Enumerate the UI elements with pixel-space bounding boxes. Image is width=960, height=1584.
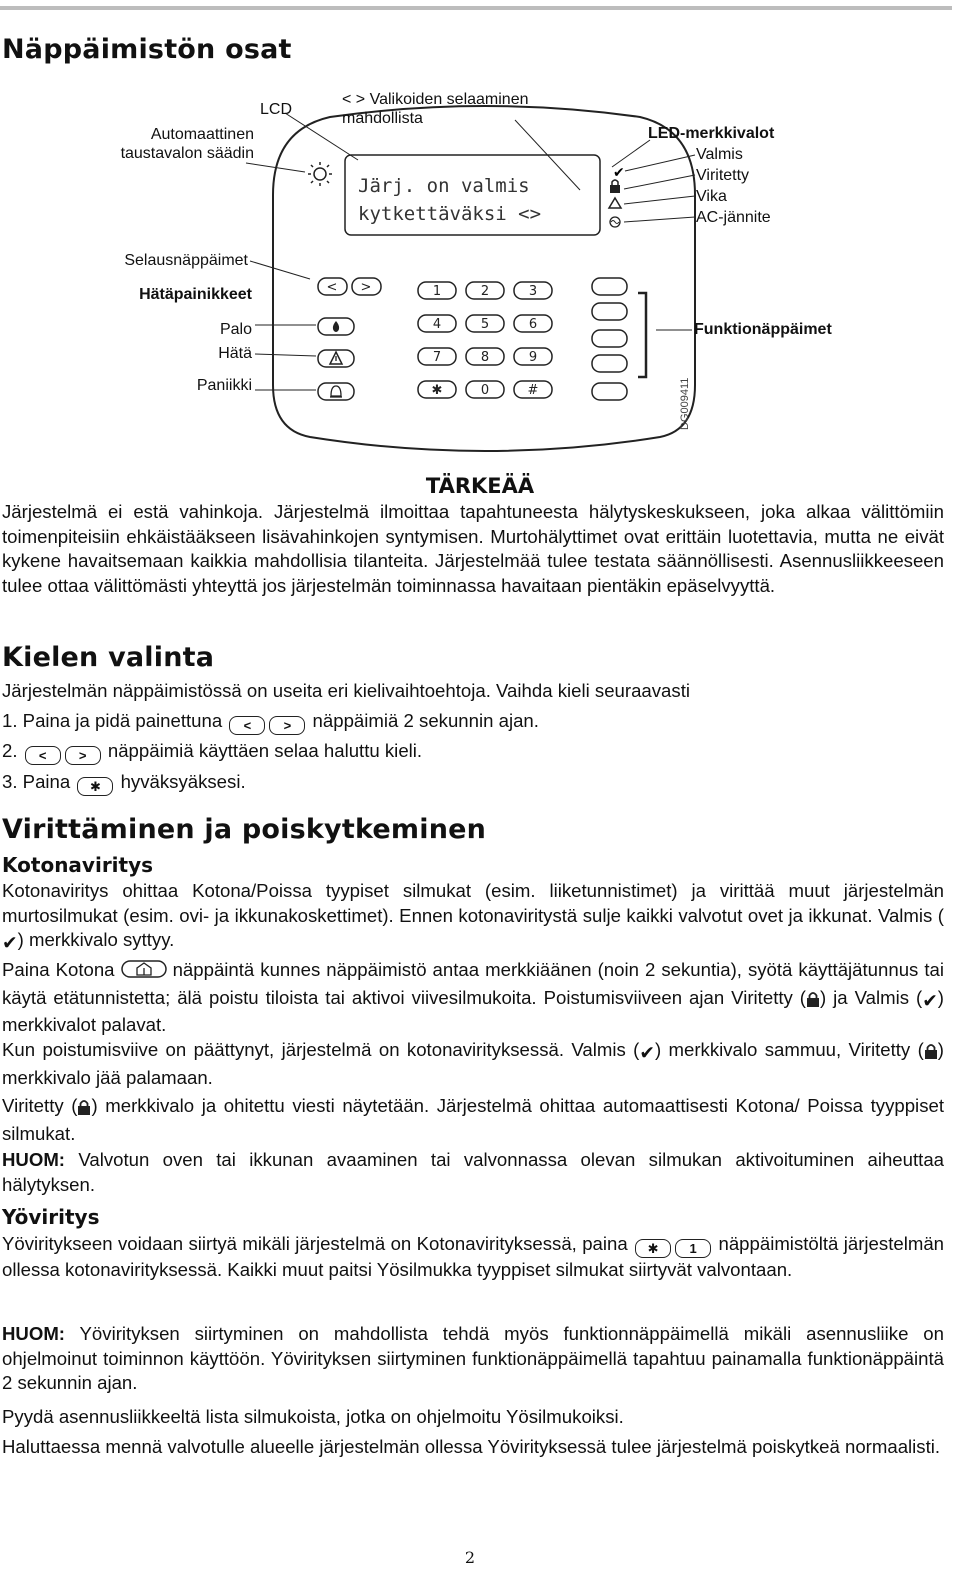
note-label: HUOM: xyxy=(2,1149,65,1170)
stay-p2-text: Paina Kotona xyxy=(2,959,115,980)
label-aux: Hätä xyxy=(218,345,252,362)
step-1-text-end: näppäimiä 2 sekunnin ajan. xyxy=(312,710,539,731)
function-key-5 xyxy=(592,383,627,400)
label-panic: Paniikki xyxy=(196,377,252,394)
label-function-keys: Funktionäppäimet xyxy=(694,321,832,338)
stay-p3-text: Kun poistumisviive on päättynyt, järjestelmä on kotonavirityksessä. Valmis ( xyxy=(2,1039,640,1060)
label-led-armed: Viritetty xyxy=(696,167,750,184)
warning-led-icon xyxy=(609,198,621,208)
stay-p1-text-end: ) merkkivalo syttyy. xyxy=(17,929,175,950)
scroll-right-key: > xyxy=(65,746,101,765)
section-title-keypad-parts: Näppäimistön osat xyxy=(2,34,292,65)
night-p1-text: Yöviritykseen voidaan siirtyä mikäli järjestelmä on Kotonavirityksessä, paina xyxy=(2,1233,628,1254)
scroll-left-key: < xyxy=(25,746,61,765)
label-led-trouble: Vika xyxy=(696,188,727,205)
sun-icon xyxy=(308,162,332,186)
important-title: TÄRKEÄÄ xyxy=(425,474,535,498)
stay-paragraph-1 xyxy=(2,879,944,956)
key-3-label: 3 xyxy=(528,284,538,299)
key-5-label: 5 xyxy=(480,317,490,332)
stay-home-key-icon xyxy=(121,959,167,986)
stay-p2-text-end: ) merkkivalot palavat. xyxy=(2,986,944,1035)
section-title-arming: Virittäminen ja poiskytkeminen xyxy=(2,814,487,845)
key-6-label: 6 xyxy=(528,317,538,332)
function-key-2 xyxy=(592,303,627,320)
scroll-left-key: < xyxy=(229,716,265,735)
stay-paragraph-3 xyxy=(2,1038,944,1090)
lcd-line-2: kytkettäväksi <> xyxy=(358,203,542,225)
function-key-4 xyxy=(592,355,627,372)
subsection-title-night: Yöviritys xyxy=(2,1205,100,1229)
function-key-3 xyxy=(592,330,627,347)
important-text: Järjestelmä ei estä vahinkoja. Järjestelmä ilmoittaa tapahtuneesta hälytyskeskukseen, joka alkaa välittömiin toimenpiteisiin ehkäistääkseen lisävahinkojen syntymisen. Murtohälyttimet ovat erittäin luotettavia, mutta ne eivät kykene havaitsemaan kaikkia mahdollisia tilanteita. Järjestelmää tulee testata säännöllisesti. Asennusliikkeeseen tulee ottaa välittömästi yhteyttä jos järjestelmän toiminnassa havaitaan pientäkin epäselvyyttä. xyxy=(2,501,944,596)
scroll-right-key-label: > xyxy=(360,280,372,295)
stay-paragraph-4 xyxy=(2,1094,944,1146)
key-1-label: 1 xyxy=(432,284,442,299)
lock-icon xyxy=(924,1041,938,1066)
night-note xyxy=(2,1322,944,1396)
label-fire: Palo xyxy=(219,321,252,338)
lcd-line-1: Järj. on valmis xyxy=(358,175,530,197)
night-paragraph-4: Haluttaessa mennä valvotulle alueelle järjestelmän ollessa Yövirityksessä tulee järjestelmä poiskytkeä normaalisti. xyxy=(2,1436,941,1457)
check-led-icon: ✔ xyxy=(613,165,625,181)
flame-icon xyxy=(333,321,339,332)
key-hash-label: # xyxy=(527,383,539,398)
language-intro: Järjestelmän näppäimistössä on useita eri kielivaihtoehtoja. Vaihda kieli seuraavasti xyxy=(2,680,690,701)
step-1-text-start: 1. Paina ja pidä painettuna xyxy=(2,710,223,731)
star-key: ✱ xyxy=(77,777,113,796)
lock-icon xyxy=(806,989,820,1014)
top-rule xyxy=(0,6,952,10)
function-key-1 xyxy=(592,278,627,295)
label-led-ac: AC-jännite xyxy=(696,209,771,226)
label-led-title: LED-merkkivalot xyxy=(648,125,775,142)
night-p1-text-end: näppäimistöltä järjestelmän ollessa kotonavirityksessä. Kaikki muut paitsi Yösilmukka tyyppiset silmukat siirtyvät valvontaan. xyxy=(2,1233,945,1280)
step-3-text-end: hyväksyäksesi. xyxy=(120,771,246,792)
stay-p4-text: Viritetty ( xyxy=(2,1095,78,1116)
scroll-left-key-label: < xyxy=(326,280,338,295)
key-7-label: 7 xyxy=(432,350,442,365)
key-2-label: 2 xyxy=(480,284,490,299)
language-step-1 xyxy=(2,709,539,735)
night-paragraph-1 xyxy=(2,1232,944,1283)
stay-p3-text-end: ) merkkivalo jää palamaan. xyxy=(2,1039,944,1088)
alarm-bell-icon xyxy=(330,386,342,397)
language-step-3 xyxy=(2,770,246,796)
key-4-label: 4 xyxy=(432,317,442,332)
scroll-right-key: > xyxy=(269,716,305,735)
label-scroll-keys: Selausnäppäimet xyxy=(124,252,248,269)
lock-led-icon xyxy=(610,180,620,193)
note-text: Valvotun oven tai ikkunan avaaminen tai valvonnassa olevan silmukan aktivoituminen aiheuttaa hälytyksen. xyxy=(2,1149,945,1195)
label-lcd: LCD xyxy=(260,101,293,118)
label-scroll-menu: < > Valikoiden selaaminen mahdollista xyxy=(342,91,529,127)
page-number: 2 xyxy=(464,1548,476,1567)
key-0-label: 0 xyxy=(480,383,490,398)
step-2-text-start: 2. xyxy=(2,740,18,761)
label-backlight: Automaattinen taustavalon säädin xyxy=(120,126,254,162)
stay-p3-text-mid: ) merkkivalo sammuu, Viritetty ( xyxy=(654,1039,924,1060)
key-1: 1 xyxy=(675,1239,711,1258)
ac-led-icon xyxy=(610,217,620,227)
label-led-ready: Valmis xyxy=(696,146,743,163)
stay-p4-text-end: ) merkkivalo ja ohitettu viesti näytetään. Järjestelmä ohittaa automaattisesti Kotona/ Poissa tyyppiset silmukat. xyxy=(2,1095,944,1144)
star-key: ✱ xyxy=(635,1239,671,1258)
step-2-text-end: näppäimiä käyttäen selaa haluttu kieli. xyxy=(107,740,423,761)
function-keys-bracket xyxy=(638,293,646,377)
keypad-diagram xyxy=(0,85,960,465)
lock-icon xyxy=(77,1097,91,1122)
label-emergency-title: Hätäpainikkeet xyxy=(139,286,252,303)
step-3-text-start: 3. Paina xyxy=(2,771,71,792)
stay-p1-text: Kotonaviritys ohittaa Kotona/Poissa tyypiset silmukat (esim. liiketunnistimet) ja virittää muut järjestelmän murtosilmukat (esim. ovi- ja ikkunakoskettimet). Ennen kotonaviritystä sulje kaikki valvotut ovet ja ikkunat. Valmis ( xyxy=(2,880,944,926)
diagram-code: DG009411 xyxy=(679,377,691,430)
check-icon: ✔ xyxy=(639,1042,655,1063)
subsection-title-stay: Kotonaviritys xyxy=(2,853,154,877)
stay-paragraph-2 xyxy=(2,958,944,1038)
stay-p2-text-mid: näppäintä kunnes näppäimistö antaa merkkiäänen (noin 2 sekuntia), syötä käyttäjätunnus tai käytä etätunnistetta; älä poistu tiloista tai aktivoi viivesilmukoita. Poistumisviiveen ajan Viritetty ( xyxy=(2,959,944,1008)
check-icon: ✔ xyxy=(922,989,938,1011)
night-paragraph-3: Pyydä asennusliikkeeltä lista silmukoista, jotka on ohjelmoitu Yösilmukoiksi. xyxy=(2,1406,624,1427)
section-title-language: Kielen valinta xyxy=(2,642,215,673)
key-star-label: ✱ xyxy=(431,383,443,398)
note-label: HUOM: xyxy=(2,1323,65,1344)
key-9-label: 9 xyxy=(528,350,538,365)
language-step-2 xyxy=(2,739,422,765)
stay-note xyxy=(2,1148,944,1197)
key-8-label: 8 xyxy=(480,350,490,365)
check-icon: ✔ xyxy=(2,932,18,953)
note-text: Yövirityksen siirtyminen on mahdollista tehdä myös funktionnäppäimellä mikäli asennusliike on ohjelmoinut toiminnon käyttöön. Yövirityksen siirtyminen funktionäppäimellä tapahtuu painamalla funktionäppäintä 2 sekunnin ajan. xyxy=(2,1323,944,1393)
stay-p2-text-mid2: ) ja Valmis ( xyxy=(820,986,923,1008)
